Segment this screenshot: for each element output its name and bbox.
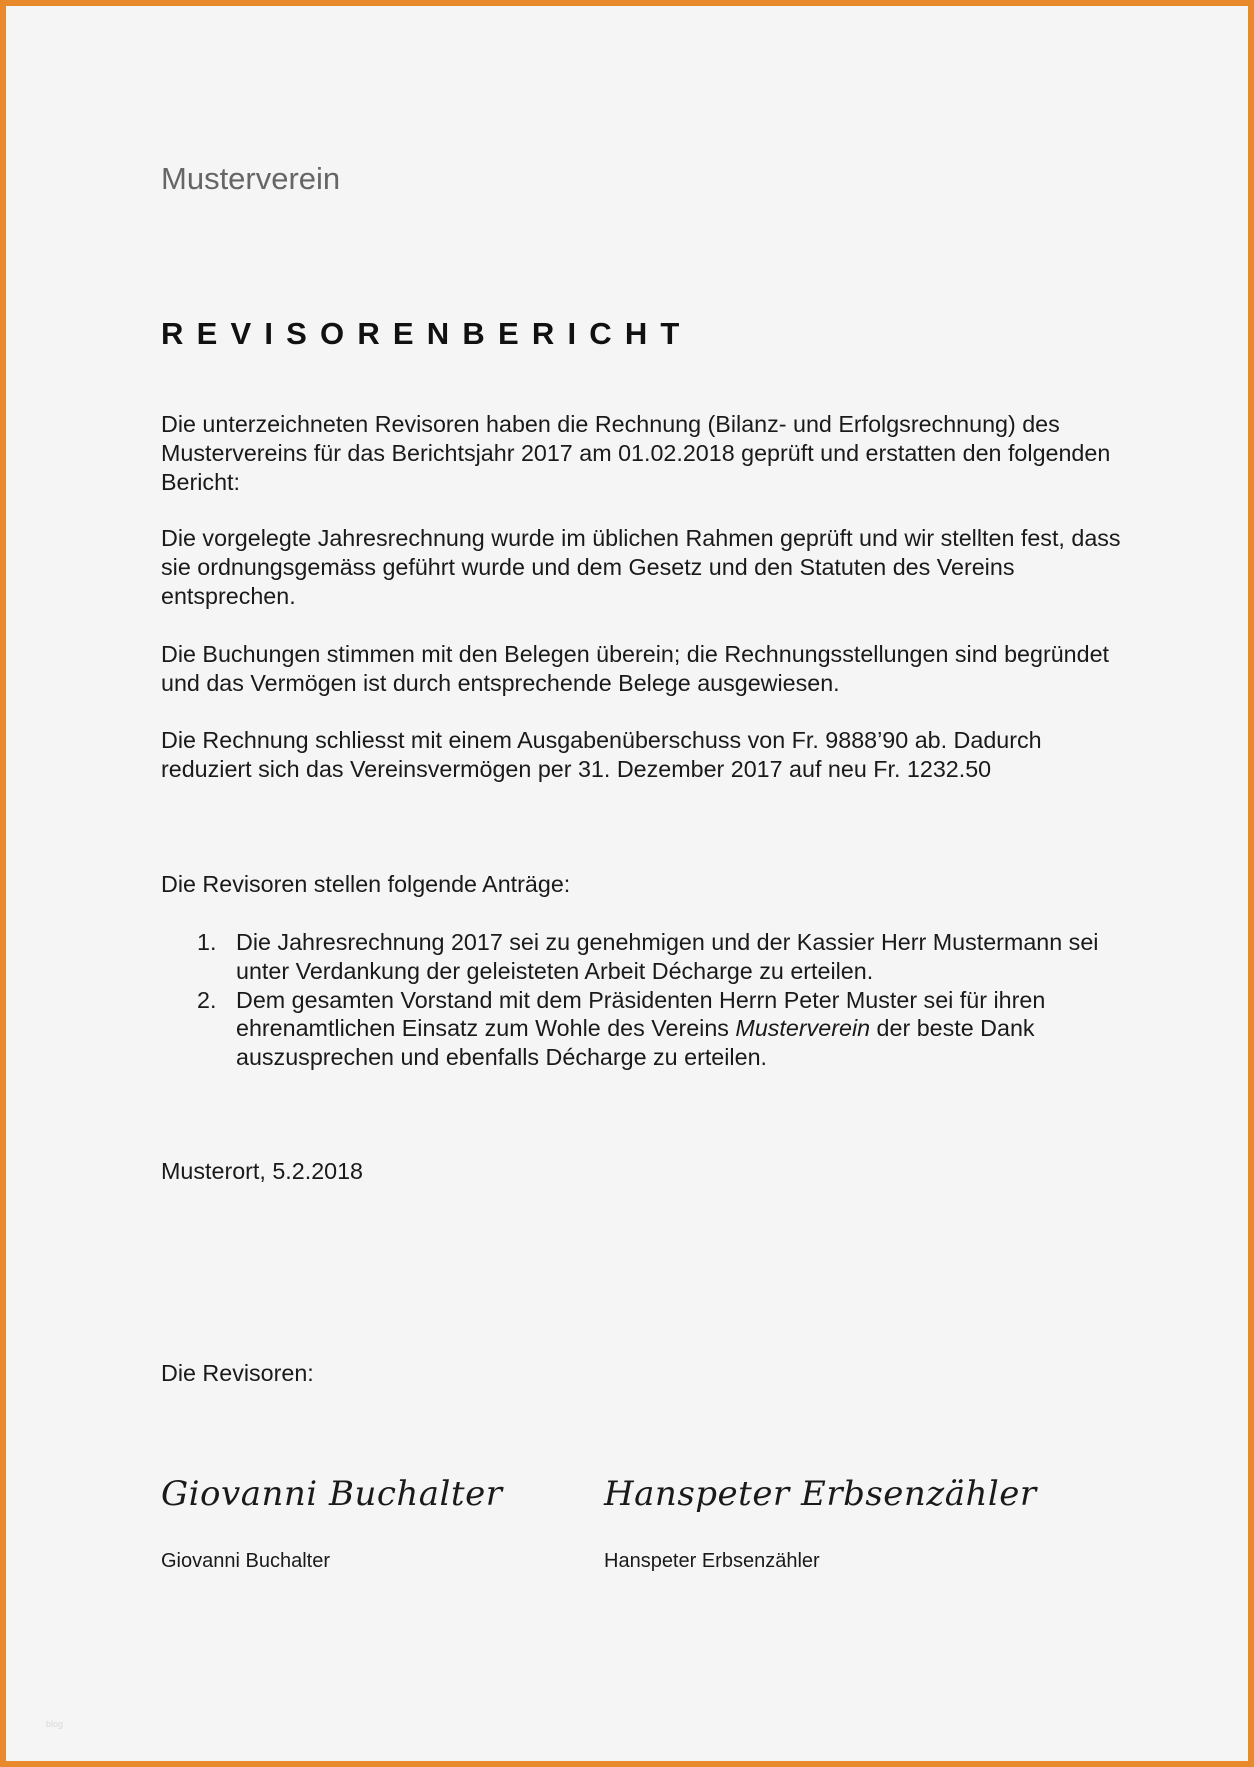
signer-name-right: Hanspeter Erbsenzähler	[604, 1550, 820, 1572]
paragraph-requests-intro: Die Revisoren stellen folgende Anträge:	[161, 871, 571, 897]
report-title: REVISORENBERICHT	[161, 316, 693, 351]
list-item-text	[236, 987, 1045, 1071]
list-item-number: 2.	[197, 986, 217, 1013]
paragraph-result: Die Rechnung schliesst mit einem Ausgabenüberschuss von Fr. 9888’90 ab. Dadurch reduziert sich das Vereinsvermögen per 31. Dezember 2017 auf neu Fr. 1232.50	[161, 727, 1042, 782]
paragraph-review: Die vorgelegte Jahresrechnung wurde im üblichen Rahmen geprüft und wir stellten fest, dass sie ordnungsgemäss geführt wurde und dem Gesetz und den Statuten des Vereins entsprechen.	[161, 525, 1121, 609]
list-item-number: 1.	[197, 929, 217, 955]
watermark: blog	[46, 1719, 64, 1729]
list-item-text: Die Jahresrechnung 2017 sei zu genehmigen und der Kassier Herr Mustermann sei unter Verdankung der geleisteten Arbeit Décharge zu erteilen.	[236, 929, 1099, 984]
association-name-italic: Musterverein	[735, 1015, 871, 1042]
list-item-text-part: Dem gesamten Vorstand mit dem Präsidenten Herrn Peter Muster sei für ihren ehrenamtlichen Einsatz zum Wohle des Vereins	[236, 986, 1046, 1042]
organization-name: Musterverein	[161, 161, 341, 196]
list-item	[161, 986, 1121, 1072]
requests-list	[161, 928, 1121, 1072]
signature-right: Hanspeter Erbsenzähler	[604, 1474, 1037, 1514]
paragraph-intro: Die unterzeichneten Revisoren haben die Rechnung (Bilanz- und Erfolgsrechnung) des Mustervereins für das Berichtsjahr 2017 am 01.02.2018 geprüft und erstatten den folgenden Bericht:	[161, 411, 1111, 495]
list-item-text-part: der beste Dank auszusprechen und ebenfalls Décharge zu erteilen.	[236, 1015, 1035, 1071]
auditors-label: Die Revisoren:	[161, 1360, 314, 1386]
paragraph-bookings: Die Buchungen stimmen mit den Belegen überein; die Rechnungsstellungen sind begründet und das Vermögen ist durch entsprechende Belege ausgewiesen.	[161, 641, 1110, 696]
signer-name-left: Giovanni Buchalter	[161, 1550, 330, 1572]
place-and-date: Musterort, 5.2.2018	[161, 1158, 364, 1184]
list-item	[161, 928, 1121, 986]
signature-left: Giovanni Buchalter	[161, 1474, 503, 1514]
